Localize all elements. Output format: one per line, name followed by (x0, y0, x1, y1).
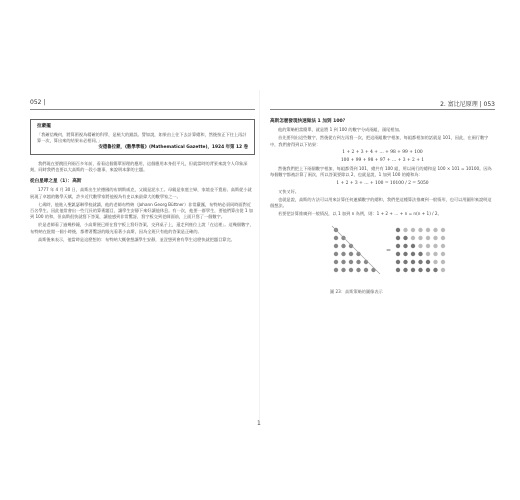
triangle-dot (341, 251, 345, 255)
right-folio: 2. 富比尼原理 | 053 (440, 101, 495, 108)
quote-title: 拉蒙擺 (37, 124, 51, 129)
grid-dot (396, 235, 400, 239)
header-rule (270, 109, 495, 110)
left-page (30, 99, 255, 399)
grid-dot (441, 267, 445, 271)
grid-dot (411, 259, 415, 263)
grid-dot (418, 267, 422, 271)
quote-attribution: 安德魯拉蒙，《數學學報》(Mathematical Gazette)，1924 年第 12 卷 (98, 144, 248, 150)
grid-dot (441, 251, 445, 255)
grid-dot (433, 251, 437, 255)
grid-dot (418, 235, 422, 239)
grid-dot (396, 259, 400, 263)
grid-dot (403, 259, 407, 263)
body-paragraph: 於是老師看了過幾秒鐘，小高斯便已經在寫字板上寫好答案，交到桌子上，還走到座位上說「在這裡」。這幾個數字，布特納在批閱一個小時後，都帶著驚訝的眼光看著小高斯，因為全班只有他的答案是正確的。 (30, 222, 254, 234)
triangle-dot (349, 243, 353, 247)
triangle-dot (341, 259, 345, 263)
grid-dot (418, 259, 422, 263)
right-page (270, 99, 495, 399)
triangle-dot (371, 267, 375, 271)
grid-dot (403, 267, 407, 271)
body-paragraph: 首先要列出這些數字，然後從右到左再寫一次，把這兩組數字相加，每組都相加的話就是 101，因此，在兩行數字中，我們會得到以下結果： (270, 135, 489, 147)
left-body (30, 119, 255, 245)
triangle-dot (341, 235, 345, 239)
grid-dot (411, 251, 415, 255)
triangle-dot (364, 267, 368, 271)
body-paragraph: 高斯後來表示，他當時是這麼想的：布特納大概會想讓學生安靜，並沒想到會有學生這麼快就把題目算完。 (38, 236, 235, 242)
grid-dot (433, 259, 437, 263)
dot-triangle-figure (330, 222, 450, 292)
book-gutter (259, 90, 260, 420)
equals-sign: = (386, 246, 392, 254)
body-paragraph: 七歲時，他進入聖凱瑟琳學校就讀，他的老師布特納（Johann Georg Büttner）非常嚴厲，布特納必須同時面對近百名學生。因此他常會出一些冗長的算術題目，讓學生安靜下來好讓他休息。有一次，他要一群學生，要他們算出從 1 加到 100 的和，但高斯很快就寫下答案，讓他感到非常驚訝，寫字板交到老師面前，上面只寫了一個數字。 (30, 201, 254, 220)
grid-dot (426, 243, 430, 247)
triangle-dot (334, 251, 338, 255)
triangle-dot (356, 267, 360, 271)
problem-title: 高斯怎麼發現快速做法 1 加到 100？ (270, 119, 348, 124)
triangle-dot (349, 267, 353, 271)
grid-dot (441, 259, 445, 263)
triangle-dot (334, 259, 338, 263)
grid-dot (411, 243, 415, 247)
grid-dot (426, 267, 430, 271)
grid-dot (433, 267, 437, 271)
grid-dot (403, 243, 407, 247)
right-body (270, 119, 495, 292)
triangle-dot (349, 251, 353, 255)
grid-dot (411, 227, 415, 231)
grid-dot (441, 227, 445, 231)
page-number: 1 (257, 420, 261, 427)
grid-dot (396, 251, 400, 255)
triangle-dot (341, 267, 345, 271)
triangle-dot (349, 259, 353, 263)
grid-dot (403, 251, 407, 255)
body-paragraph: 1777 年 4 月 30 日，高斯出生於德國的布朗斯威克，父親是泥水工。母親是家庭主婦，家境並不寬裕。高斯從小就展現了卓越的數學天賦，許多近代數學家將他視為有史以來最偉大的數學家之一。 (30, 187, 252, 199)
quote-box (30, 119, 255, 155)
body-paragraph: 也就是說，高斯的方法可以用來計算任何連續數字的總和，我們把這種算法推廣到一般情形，也可以用圖形來說明這個想法。 (270, 197, 492, 209)
grid-dot (403, 235, 407, 239)
body-paragraph: 然後我們把上下兩個數字相加，每組都得到 101，總共有 100 組，所以兩行的總和是 100 × 101 = 10100。因為每個數字都被計算了兩次，所以答案要除以 2，也就是說，1 加到 100 的總和為： (270, 166, 492, 178)
body-paragraph: 又快又好。 (278, 188, 299, 194)
grid-dot (441, 235, 445, 239)
grid-dot (418, 227, 422, 231)
quote-text: 「我確信幾何，將算術視為精確的科學，是極大的錯誤。譬如說，如果由上往下去計算總和，然後按正下往上再計算一次，算出來的結果未必相同。」 (37, 132, 247, 144)
grid-dot (411, 235, 415, 239)
triangle-dot (334, 243, 338, 247)
grid-dot (396, 227, 400, 231)
triangle-dot (356, 259, 360, 263)
grid-dot (426, 259, 430, 263)
grid-dot (433, 235, 437, 239)
body-paragraph: 若要把計算推廣到一般情況，以 1 加到 n 為例，則：1 + 2 + … + n = n(n + 1) / 2。 (278, 211, 442, 217)
equation-row: 1 + 2 + 3 + 4 + … + 98 + 99 + 100 (342, 149, 423, 155)
diagonal-line (332, 226, 380, 274)
grid-dot (433, 227, 437, 231)
body-paragraph: 他的策略相當簡單，就是將 1 到 100 的數字分成兩組，頭尾相加。 (278, 127, 403, 133)
grid-dot (441, 243, 445, 247)
grid-dot (403, 227, 407, 231)
section-heading: 從白星哮之星（1）：高斯 (30, 179, 82, 185)
triangle-dot (364, 259, 368, 263)
intro-paragraph: 我們現在要跳回到兩百多年前，看看這個簡單原理的應用，這個應用本身很平凡，但就當時的背景來說令人印象深刻，同時我們也要以大高斯的一段小趣事，來說明本節的主題。 (30, 160, 248, 173)
grid-dot (433, 243, 437, 247)
grid-dot (396, 267, 400, 271)
triangle-dot (334, 235, 338, 239)
grid-dot (426, 235, 430, 239)
grid-dot (426, 227, 430, 231)
equation-row: 100 + 99 + 98 + 97 + … + 3 + 2 + 1 (340, 158, 425, 164)
header-rule (30, 109, 255, 110)
grid-dot (396, 243, 400, 247)
grid-dot (426, 251, 430, 255)
figure-caption: 圖 23：高斯策略的圖像表示 (330, 288, 383, 294)
left-folio: 052 | (30, 99, 46, 106)
equation-sum: 1 + 2 + 3 + … + 100 = 10100 / 2 = 5050 (336, 180, 429, 186)
grid-dot (418, 251, 422, 255)
dot-diagram (330, 222, 450, 284)
triangle-dot (341, 243, 345, 247)
triangle-dot (334, 267, 338, 271)
grid-dot (418, 243, 422, 247)
grid-dot (411, 267, 415, 271)
